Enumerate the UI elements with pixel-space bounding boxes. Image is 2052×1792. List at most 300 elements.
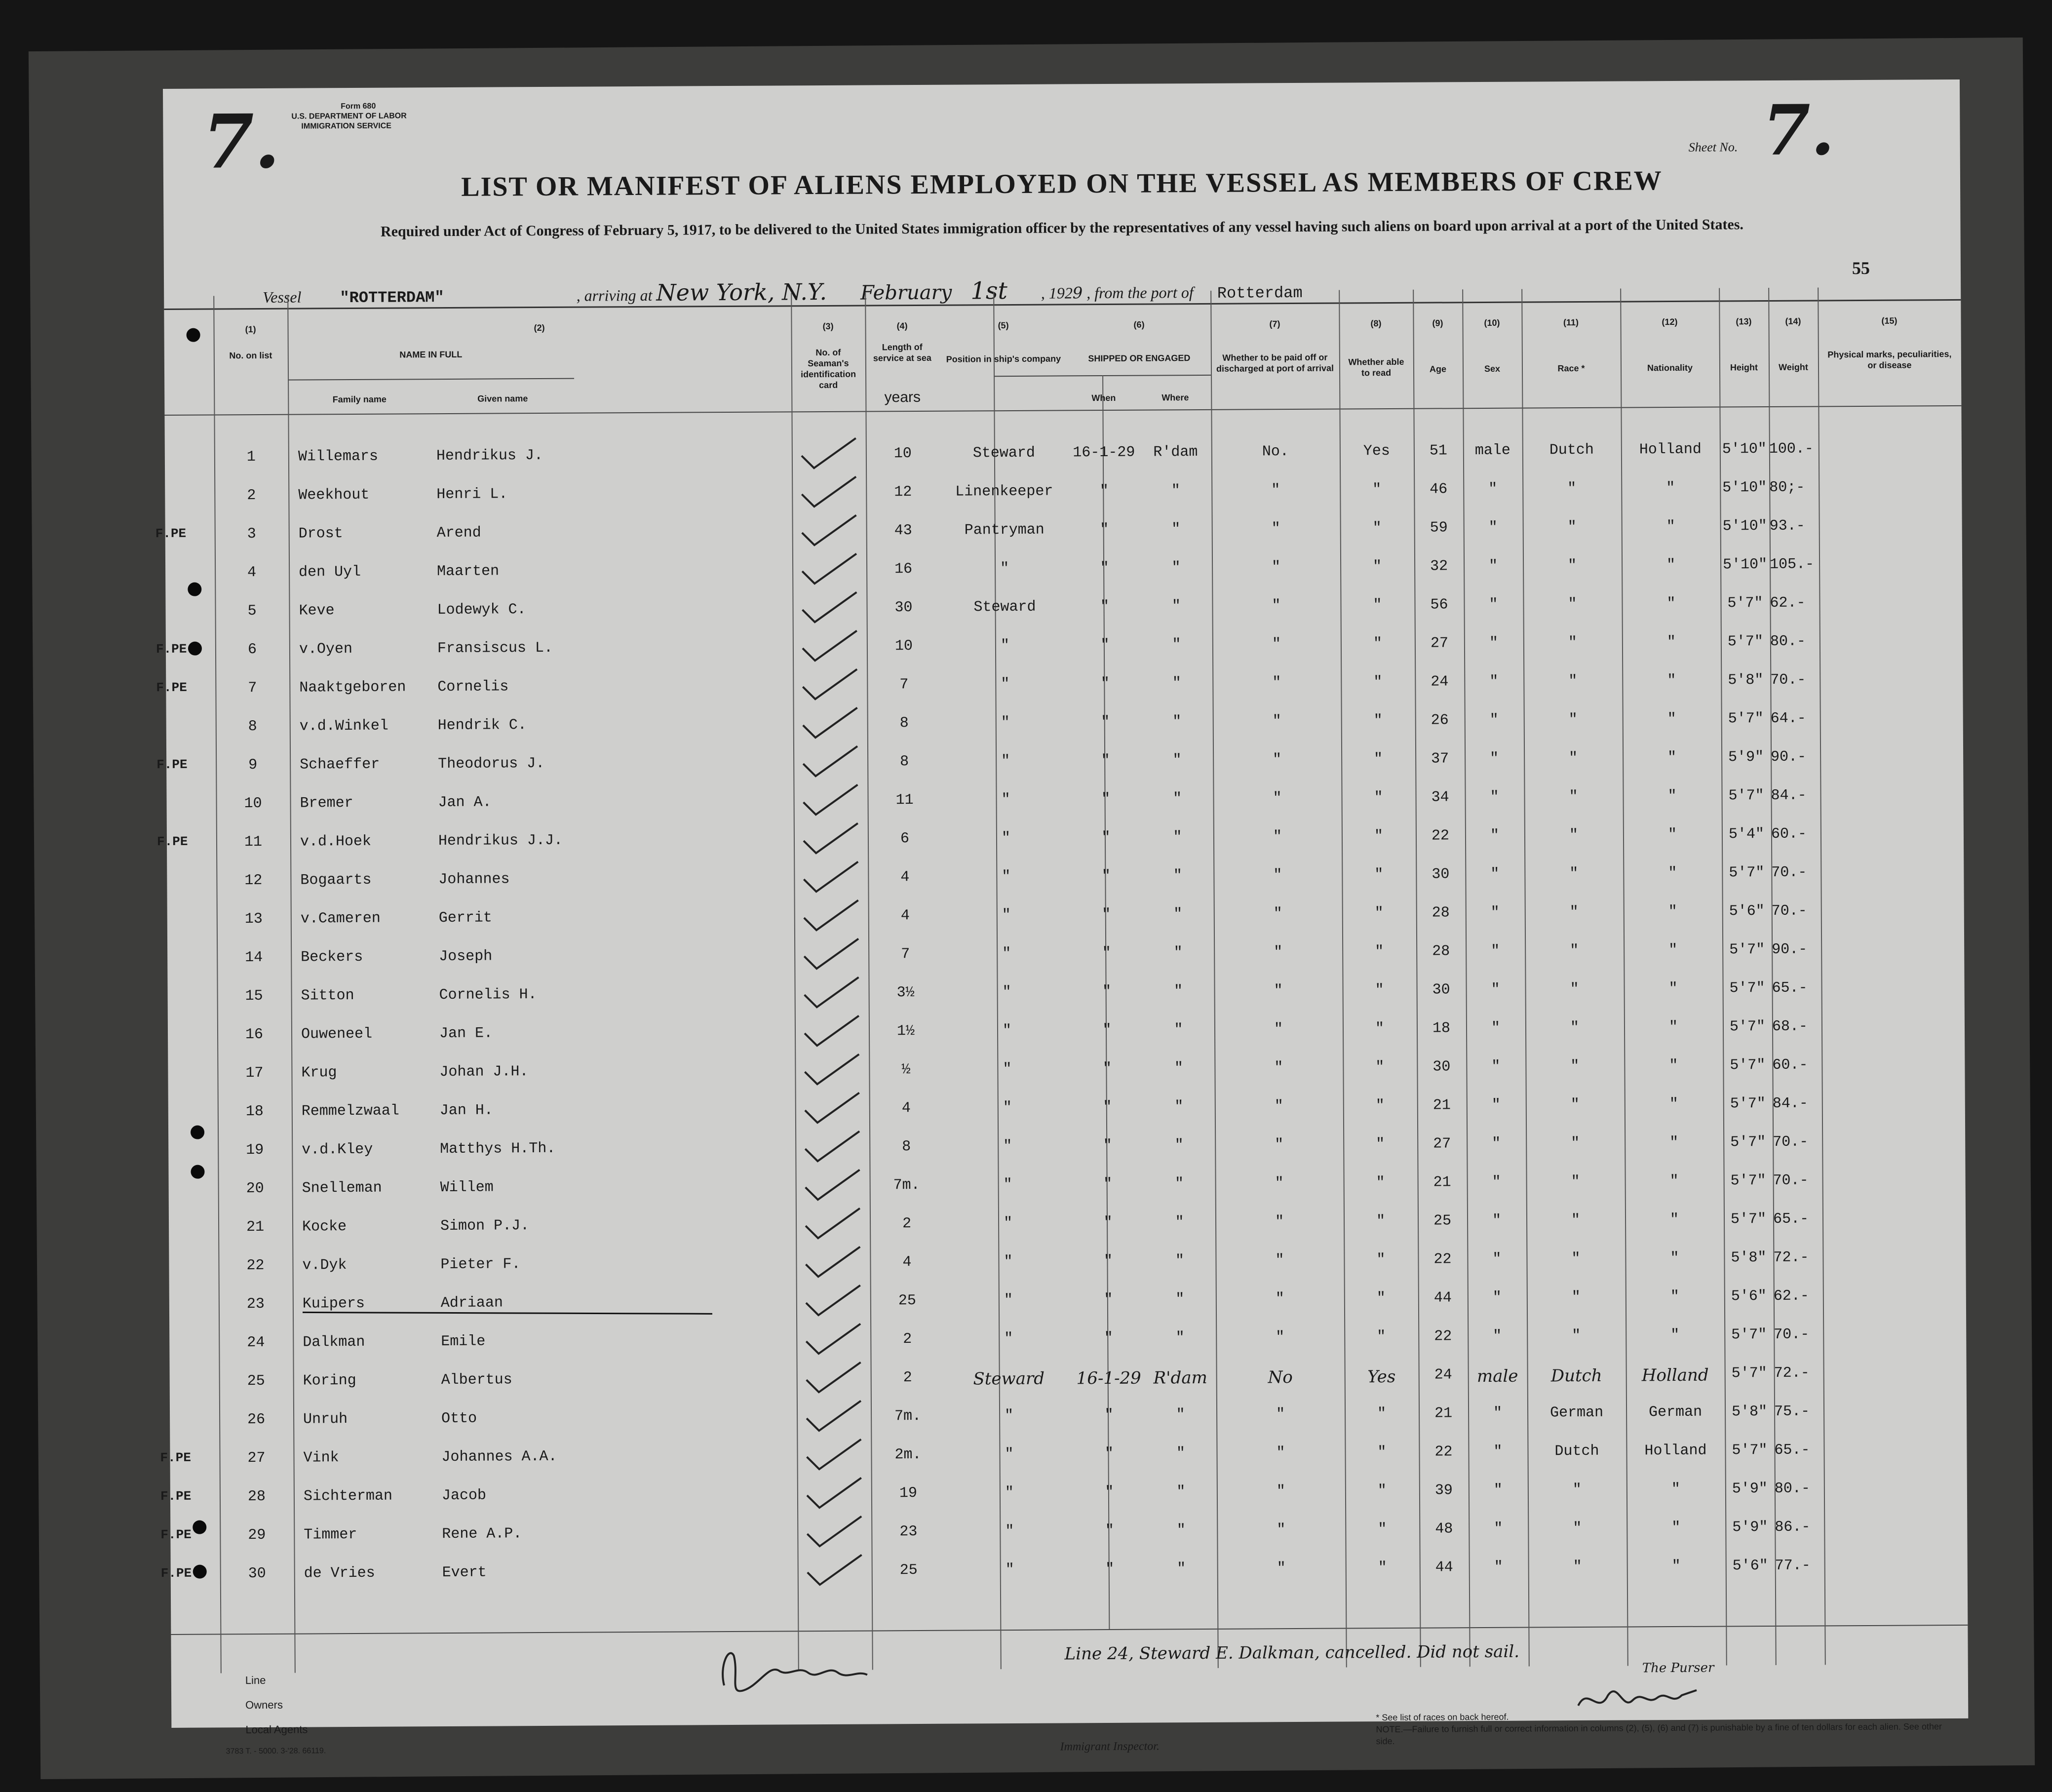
- cell-length: 2: [902, 1215, 912, 1233]
- cell-no: 5: [247, 603, 257, 620]
- cell-length: 4: [900, 907, 910, 925]
- cell-height: 5'10": [1722, 479, 1767, 497]
- cell-given: Jan E.: [439, 1025, 493, 1043]
- header-paid-off: Whether to be paid off or discharged at port of arrival: [1216, 352, 1334, 374]
- cell-no: 18: [245, 1103, 264, 1121]
- punch-hole: [193, 1520, 206, 1534]
- cell-height: 5'9": [1732, 1480, 1768, 1498]
- cell-when: ": [1099, 482, 1109, 500]
- footer-line-label: Line: [245, 1674, 266, 1687]
- cell-height: 5'6": [1731, 1288, 1767, 1305]
- cell-paid: ": [1273, 867, 1282, 884]
- cell-nat: ": [1668, 1018, 1678, 1036]
- cell-sex: ": [1491, 1058, 1501, 1075]
- cell-no: 14: [245, 949, 263, 967]
- cell-given: Willem: [440, 1179, 494, 1197]
- cell-read: ": [1373, 597, 1382, 614]
- check-mark-icon: [795, 1091, 869, 1130]
- cell-paid: No.: [1262, 443, 1289, 461]
- cell-sex: ": [1488, 519, 1498, 536]
- cell-no: 26: [247, 1411, 266, 1429]
- cell-nat: ": [1666, 633, 1676, 651]
- cell-age: 44: [1435, 1559, 1453, 1576]
- cell-when: ": [1104, 1291, 1113, 1309]
- cell-length: 8: [899, 715, 909, 732]
- cell-length: 12: [894, 484, 912, 501]
- col-number: (13): [1736, 316, 1752, 327]
- header-shipped: SHIPPED OR ENGAGED: [1088, 353, 1191, 364]
- cell-length: 25: [899, 1562, 918, 1579]
- check-mark-icon: [796, 1206, 870, 1246]
- cell-where: ": [1171, 482, 1180, 500]
- cell-position: ": [1002, 868, 1011, 886]
- cell-race: ": [1568, 634, 1578, 652]
- cell-age: 24: [1434, 1366, 1452, 1384]
- vessel-label: Vessel: [263, 288, 302, 306]
- cell-given: Simon P.J.: [440, 1217, 530, 1235]
- cell-family: Vink: [303, 1449, 339, 1467]
- cell-height: 5'4": [1728, 826, 1765, 843]
- footer-owners-label: Owners: [245, 1698, 283, 1712]
- cell-family: Koring: [303, 1372, 356, 1390]
- header-bottom-rule: [164, 405, 1961, 416]
- cell-paid: ": [1274, 1059, 1283, 1077]
- cell-nat: ": [1668, 980, 1678, 998]
- cell-nat: ": [1671, 1480, 1680, 1498]
- cell-length: 2: [903, 1369, 912, 1387]
- cell-sex: ": [1493, 1404, 1503, 1422]
- cell-where: ": [1175, 1175, 1184, 1193]
- cell-no: 9: [248, 757, 258, 774]
- cell-when: ": [1105, 1483, 1114, 1501]
- cell-paid: ": [1276, 1329, 1285, 1346]
- cell-no: 27: [247, 1449, 266, 1467]
- cell-race: ": [1569, 750, 1578, 767]
- cell-position: ": [1004, 1407, 1014, 1425]
- cell-position: ": [1004, 1330, 1013, 1348]
- cell-mark: F.PE: [160, 1488, 192, 1504]
- check-mark-icon: [793, 782, 867, 822]
- header-height: Height: [1730, 362, 1758, 373]
- cell-length: 11: [895, 792, 914, 809]
- cell-position: ": [1003, 1138, 1012, 1155]
- cell-where: ": [1176, 1522, 1186, 1539]
- cell-read: Yes: [1367, 1366, 1396, 1387]
- check-mark-icon: [792, 513, 866, 553]
- cell-where: ": [1175, 1252, 1185, 1270]
- department: U.S. DEPARTMENT OF LABOR: [291, 112, 407, 121]
- cell-race: ": [1568, 596, 1577, 613]
- header-given-name: Given name: [477, 393, 528, 404]
- cell-where: ": [1176, 1483, 1186, 1501]
- cell-height: 5'9": [1732, 1519, 1768, 1536]
- check-mark-icon: [794, 821, 868, 861]
- check-mark-icon: [794, 898, 868, 938]
- cell-no: 10: [244, 795, 262, 813]
- cell-position: ": [1000, 637, 1010, 655]
- cell-age: 46: [1430, 481, 1448, 498]
- cell-no: 17: [245, 1064, 264, 1082]
- cell-race: ": [1569, 788, 1578, 806]
- cell-given: Johan J.H.: [439, 1063, 529, 1081]
- cell-race: ": [1570, 1019, 1580, 1037]
- check-mark-icon: [795, 1052, 869, 1092]
- cell-family: v.d.Winkel: [299, 717, 388, 735]
- col-number: (10): [1484, 317, 1500, 328]
- cell-given: Hendrik C.: [437, 717, 527, 735]
- cell-race: ": [1571, 1250, 1581, 1268]
- cell-family: Unruh: [303, 1411, 348, 1428]
- cell-no: 22: [246, 1257, 265, 1275]
- col-number: (1): [245, 324, 256, 335]
- inspector-signature: [714, 1635, 877, 1705]
- cell-height: 5'10": [1722, 517, 1767, 535]
- cell-no: 4: [247, 564, 257, 582]
- print-code: 3783 T. - 5000. 3-'28. 66119.: [226, 1747, 326, 1756]
- header-seamans-card: No. of Seaman's identification card: [800, 347, 856, 390]
- cell-read: ": [1375, 943, 1384, 961]
- cell-paid: ": [1273, 790, 1282, 807]
- cancellation-note: Line 24, Steward E. Dalkman, cancelled. Did not sail.: [1064, 1641, 1520, 1664]
- cell-read: ": [1376, 1290, 1386, 1307]
- col-number: (12): [1662, 316, 1678, 327]
- cell-nat: ": [1667, 672, 1676, 690]
- form-header: [291, 101, 407, 131]
- cell-position: ": [1001, 791, 1010, 809]
- punch-hole: [191, 1165, 204, 1179]
- cell-when: ": [1103, 1175, 1113, 1193]
- cell-when: ": [1101, 752, 1110, 770]
- cell-when: ": [1101, 829, 1111, 847]
- check-mark-icon: [795, 1168, 869, 1208]
- cell-when: ": [1104, 1329, 1113, 1347]
- cell-age: 28: [1432, 904, 1450, 922]
- cell-mark: F.PE: [155, 641, 187, 657]
- cell-given: Hendrikus J.: [436, 447, 543, 465]
- cell-weight: 60.-: [1772, 1056, 1808, 1074]
- cell-position: ": [1001, 830, 1011, 847]
- cell-height: 5'7": [1730, 1095, 1766, 1113]
- cell-family: Naaktgeboren: [299, 679, 406, 697]
- cell-race: ": [1573, 1519, 1582, 1537]
- cell-race: ": [1573, 1558, 1582, 1576]
- cell-age: 21: [1434, 1405, 1453, 1422]
- manifest-sheet: [155, 79, 1968, 1756]
- races-note: * See list of races on back hereof.: [1376, 1712, 1509, 1723]
- cell-nat: ": [1671, 1519, 1681, 1537]
- cell-mark: F.PE: [155, 526, 187, 542]
- from-label: , from the port of: [1086, 283, 1194, 302]
- cell-race: German: [1549, 1404, 1604, 1422]
- cell-paid: ": [1272, 713, 1281, 730]
- cell-family: Weekhout: [298, 486, 370, 504]
- cell-no: 2: [247, 487, 256, 505]
- cell-age: 21: [1433, 1174, 1451, 1191]
- cell-family: de Vries: [304, 1564, 375, 1582]
- cell-race: ": [1569, 904, 1579, 921]
- cell-position: ": [1001, 676, 1010, 693]
- cell-position: ": [1004, 1253, 1013, 1271]
- cell-sex: male: [1476, 1366, 1518, 1387]
- cell-position: Steward: [972, 444, 1035, 462]
- cell-position: Steward: [973, 1368, 1045, 1389]
- cell-height: 5'7": [1727, 633, 1763, 651]
- from-port: Rotterdam: [1217, 283, 1303, 303]
- cell-race: Dutch: [1549, 441, 1594, 459]
- punch-hole: [193, 1565, 207, 1579]
- cell-position: ": [1005, 1446, 1014, 1463]
- cell-when: ": [1101, 790, 1111, 808]
- cell-sex: ": [1490, 788, 1499, 806]
- cell-nat: ": [1667, 826, 1677, 844]
- cell-race: ": [1571, 1288, 1581, 1306]
- cell-position: ": [1005, 1484, 1014, 1502]
- cell-mark: F.PE: [160, 1450, 192, 1466]
- cell-weight: 72.-: [1773, 1249, 1809, 1266]
- cell-weight: 84.-: [1771, 787, 1807, 804]
- cell-sex: ": [1488, 557, 1498, 575]
- cell-read: ": [1373, 674, 1383, 691]
- cell-length: 19: [899, 1485, 918, 1502]
- cell-read: Yes: [1363, 442, 1390, 460]
- cell-read: ": [1375, 1097, 1385, 1115]
- cell-no: 20: [246, 1180, 264, 1198]
- header-position: Position in ship's company: [946, 353, 1061, 364]
- cell-when: ": [1105, 1522, 1114, 1540]
- cell-family: Bremer: [300, 795, 353, 812]
- cell-length: 7: [899, 676, 909, 694]
- cell-length: 8: [902, 1138, 911, 1156]
- cell-when: ": [1100, 521, 1109, 539]
- page-title: LIST OR MANIFEST OF ALIENS EMPLOYED ON THE VESSEL AS MEMBERS OF CREW: [461, 165, 1663, 202]
- cell-where: ": [1174, 1098, 1184, 1116]
- cell-sex: ": [1492, 1212, 1502, 1229]
- cell-where: ": [1175, 1214, 1184, 1231]
- cell-length: 7: [901, 946, 910, 963]
- cell-sex: ": [1490, 750, 1499, 767]
- cell-age: 48: [1435, 1520, 1453, 1538]
- cell-when: ": [1102, 1021, 1112, 1039]
- check-mark-icon: [792, 436, 866, 476]
- cell-length: 4: [901, 1100, 911, 1117]
- arrival-day: 1st: [970, 277, 1007, 305]
- cell-race: ": [1570, 1096, 1580, 1114]
- cell-race: Dutch: [1554, 1442, 1599, 1460]
- cell-family: v.d.Kley: [302, 1141, 373, 1159]
- cell-given: Emile: [441, 1333, 486, 1351]
- header-sex: Sex: [1484, 363, 1501, 374]
- cell-weight: 65.-: [1774, 1441, 1810, 1459]
- cell-paid: ": [1272, 674, 1281, 692]
- cell-height: 5'7": [1729, 941, 1765, 959]
- cell-sex: ": [1494, 1558, 1503, 1576]
- cell-height: 5'7": [1730, 1172, 1766, 1190]
- cell-age: 26: [1431, 712, 1449, 729]
- cell-length: 7m.: [894, 1407, 922, 1425]
- check-mark-icon: [792, 474, 866, 514]
- cell-age: 34: [1431, 789, 1449, 806]
- header-marks: Physical marks, peculiarities, or disease: [1827, 349, 1952, 370]
- header-where: Where: [1162, 392, 1189, 403]
- header-family-name: Family name: [332, 394, 387, 405]
- cell-paid: ": [1275, 1213, 1284, 1231]
- col-number: (11): [1563, 317, 1579, 328]
- check-mark-icon: [794, 859, 868, 899]
- cell-where: ": [1177, 1560, 1186, 1578]
- cell-no: 11: [244, 833, 263, 851]
- cell-read: ": [1377, 1444, 1387, 1461]
- cell-read: ": [1372, 558, 1382, 576]
- header-name-in-full: NAME IN FULL: [399, 349, 463, 360]
- cell-weight: 84.-: [1772, 1095, 1808, 1112]
- cell-family: v.Oyen: [299, 641, 353, 658]
- cell-paid: ": [1274, 982, 1283, 1000]
- cell-no: 21: [246, 1218, 265, 1236]
- cell-paid: ": [1271, 482, 1280, 499]
- cell-paid: ": [1276, 1483, 1285, 1500]
- cell-position: Linenkeeper: [955, 483, 1053, 501]
- cell-family: Krug: [301, 1064, 337, 1082]
- cell-when: ": [1100, 598, 1110, 616]
- cell-when: ": [1104, 1406, 1114, 1424]
- cell-no: 15: [245, 987, 263, 1005]
- cell-age: 37: [1431, 750, 1449, 768]
- cell-height: 5'6": [1732, 1558, 1768, 1575]
- cell-mark: F.PE: [156, 757, 188, 773]
- col-number: (4): [896, 321, 908, 331]
- col-number: (2): [534, 322, 545, 333]
- cell-length: 2m.: [894, 1446, 922, 1464]
- check-mark-icon: [794, 975, 868, 1015]
- cell-age: 28: [1432, 943, 1450, 960]
- service: IMMIGRATION SERVICE: [301, 121, 391, 131]
- cell-sex: ": [1491, 942, 1500, 960]
- cell-position: Pantryman: [964, 521, 1045, 539]
- cell-sex: ": [1493, 1443, 1503, 1460]
- cell-no: 28: [247, 1488, 266, 1506]
- cell-nat: German: [1648, 1403, 1703, 1421]
- cell-read: ": [1374, 828, 1384, 845]
- cell-race: ": [1570, 942, 1579, 960]
- cell-age: 27: [1433, 1135, 1451, 1153]
- cell-height: 5'8": [1731, 1249, 1767, 1267]
- cell-age: 51: [1429, 442, 1447, 460]
- cell-sex: ": [1493, 1481, 1503, 1499]
- cell-position: ": [1001, 753, 1010, 770]
- cell-height: 5'9": [1728, 749, 1764, 766]
- cell-nat: ": [1669, 1172, 1679, 1190]
- cell-paid: ": [1273, 905, 1282, 923]
- cell-nat: ": [1669, 1095, 1678, 1113]
- cell-given: Jan A.: [438, 794, 492, 812]
- footer-labels: [245, 1668, 308, 1743]
- cell-given: Albertus: [441, 1371, 512, 1389]
- cell-paid: ": [1275, 1290, 1284, 1308]
- cell-race: ": [1570, 981, 1579, 998]
- cell-height: 5'7": [1728, 787, 1764, 805]
- col-number: (5): [998, 320, 1009, 331]
- cell-where: ": [1175, 1291, 1185, 1308]
- cell-height: 5'7": [1729, 1018, 1766, 1036]
- col-number: (14): [1785, 316, 1801, 326]
- check-mark-icon: [798, 1553, 872, 1593]
- cell-race: Dutch: [1550, 1365, 1602, 1386]
- cell-no: 8: [248, 718, 257, 736]
- cell-length: 6: [900, 830, 910, 848]
- cell-sex: ": [1489, 711, 1499, 729]
- cell-where: ": [1171, 521, 1181, 538]
- cell-position: ": [1002, 945, 1011, 963]
- cell-weight: 62.-: [1773, 1287, 1809, 1305]
- cell-when: ": [1103, 1252, 1113, 1270]
- cell-age: 30: [1433, 1058, 1451, 1076]
- cell-when: ": [1100, 559, 1109, 577]
- cell-family: Sichterman: [303, 1487, 393, 1505]
- cell-family: Sitton: [301, 987, 354, 1005]
- cell-paid: ": [1272, 559, 1281, 576]
- cell-weight: 65.-: [1772, 979, 1808, 997]
- cell-where: ": [1174, 1137, 1184, 1154]
- cell-nat: Holland: [1639, 441, 1702, 459]
- cell-no: 13: [244, 910, 263, 928]
- cell-where: ": [1174, 1060, 1184, 1077]
- cell-read: ": [1372, 481, 1382, 499]
- cell-when: 16-1-29: [1076, 1368, 1141, 1389]
- cell-mark: F.PE: [160, 1565, 192, 1581]
- cell-paid: ": [1272, 636, 1281, 653]
- cell-when: ": [1103, 1137, 1112, 1155]
- cell-when: ": [1100, 636, 1110, 654]
- cell-nat: ": [1670, 1288, 1679, 1306]
- cell-weight: 68.-: [1772, 1018, 1808, 1035]
- cell-nat: Holland: [1644, 1442, 1707, 1460]
- cell-no: 29: [248, 1526, 266, 1544]
- cell-height: 5'7": [1729, 980, 1765, 997]
- cell-race: ": [1568, 711, 1578, 729]
- cell-age: 22: [1434, 1443, 1453, 1461]
- name-rule: [288, 378, 574, 381]
- cell-where: ": [1172, 675, 1181, 692]
- cell-given: Theodorus J.: [438, 755, 545, 773]
- cell-nat: ": [1666, 518, 1675, 536]
- cell-given: Jacob: [441, 1487, 487, 1505]
- check-mark-icon: [797, 1399, 871, 1439]
- cell-sex: ": [1494, 1520, 1503, 1537]
- col-number: (15): [1881, 315, 1897, 326]
- cell-family: den Uyl: [299, 563, 361, 581]
- cell-where: ": [1172, 636, 1181, 654]
- cell-position: ": [1003, 1099, 1012, 1117]
- check-mark-icon: [795, 1129, 869, 1169]
- arrival-month: February: [860, 281, 952, 305]
- cell-read: ": [1374, 866, 1384, 884]
- cell-when: ": [1104, 1445, 1114, 1463]
- cell-where: ": [1173, 906, 1183, 923]
- cell-when: ": [1102, 1060, 1112, 1078]
- cell-age: 39: [1434, 1482, 1453, 1499]
- punch-hole: [188, 583, 201, 596]
- cell-sex: ": [1488, 480, 1498, 498]
- cell-length: 4: [900, 869, 910, 886]
- cell-when: ": [1102, 983, 1112, 1001]
- cell-race: ": [1571, 1135, 1580, 1152]
- cell-race: ": [1568, 673, 1578, 690]
- cell-where: ": [1173, 867, 1182, 885]
- cell-where: ": [1171, 559, 1181, 577]
- cell-given: Adriaan: [440, 1294, 503, 1312]
- cell-race: ": [1567, 557, 1577, 575]
- cell-when: ": [1102, 906, 1111, 924]
